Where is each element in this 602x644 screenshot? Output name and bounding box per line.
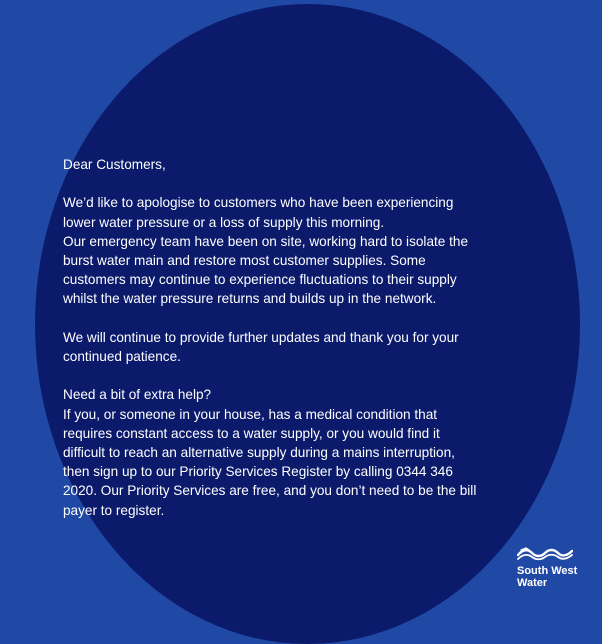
help-heading: Need a bit of extra help? bbox=[63, 387, 212, 403]
logo-wordmark bbox=[517, 565, 585, 589]
thanks-line: We will continue to provide further updates and thank you for your bbox=[63, 329, 459, 345]
wave-logo-icon bbox=[517, 547, 573, 561]
south-west-water-logo bbox=[517, 547, 585, 592]
help-line: difficult to reach an alternative supply during a mains interruption, bbox=[63, 445, 455, 460]
help-line: If you, or someone in your house, has a medical condition that bbox=[63, 406, 438, 422]
apology-line: We’d like to apologise to customers who have been experiencing bbox=[63, 195, 454, 211]
logo-line: Water bbox=[517, 577, 548, 589]
thanks-line: continued patience. bbox=[63, 349, 181, 364]
help-line: requires constant access to a water supply, or you would find it bbox=[63, 425, 440, 441]
apology-line: lower water pressure or a loss of supply this morning. bbox=[63, 214, 385, 230]
logo-line: South West bbox=[517, 565, 578, 577]
thanks-paragraph bbox=[63, 328, 513, 366]
apology-paragraph bbox=[63, 193, 513, 308]
customer-notice bbox=[63, 155, 513, 520]
update-line: burst water main and restore most customer supplies. Some bbox=[63, 253, 426, 268]
help-line: payer to register. bbox=[63, 502, 165, 518]
help-paragraph bbox=[63, 385, 513, 519]
greeting: Dear Customers, bbox=[63, 157, 166, 172]
help-line: 2020. Our Priority Services are free, and you don’t need to be the bill bbox=[63, 483, 477, 499]
update-line: whilst the water pressure returns and builds up in the network. bbox=[63, 291, 437, 307]
update-line: customers may continue to experience fluctuations to their supply bbox=[63, 272, 457, 288]
help-line: then sign up to our Priority Services Register by calling 0344 346 bbox=[63, 464, 453, 480]
update-line: Our emergency team have been on site, working hard to isolate the bbox=[63, 233, 469, 249]
